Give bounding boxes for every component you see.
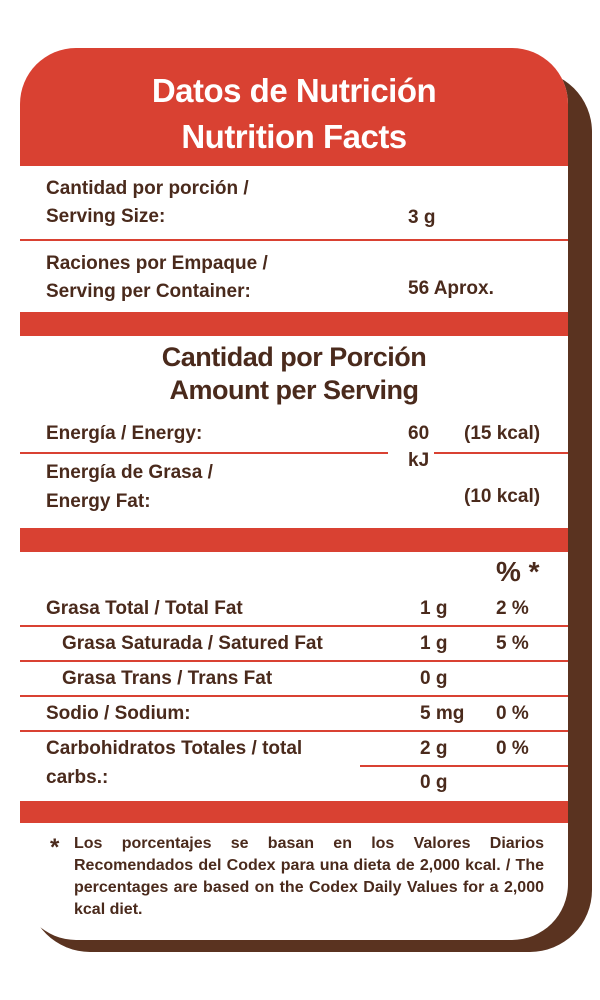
- divider-rule: [434, 452, 568, 454]
- trans-fat-amount: 0 g: [420, 668, 448, 689]
- divider-rule: [20, 452, 388, 454]
- sugars-amount: 0 g: [420, 772, 448, 793]
- total-fat-amount: 1 g: [420, 598, 448, 619]
- carbs-label-line1: Carbohidratos Totales / total: [46, 738, 303, 759]
- serving-size-label-en: Serving Size:: [46, 206, 166, 227]
- footnote-asterisk: *: [50, 834, 60, 861]
- servings-container-label-es: Raciones por Empaque /: [46, 253, 268, 274]
- divider-rule: [20, 239, 568, 241]
- total-fat-label: Grasa Total / Total Fat: [46, 598, 243, 619]
- percent-daily-value-header: % *: [496, 556, 540, 587]
- label-header: [20, 48, 568, 166]
- servings-container-label-en: Serving per Container:: [46, 281, 251, 302]
- carbs-amount: 2 g: [420, 738, 448, 759]
- footnote-text: Los porcentajes se basan en los Valores Diarios Recomendados del Codex para una dieta de 2,000 kcal. / The percentages are based on the Codex Daily Values for a 2,000 kcal diet.: [74, 835, 544, 918]
- divider-rule: [360, 765, 568, 767]
- saturated-fat-label: Grasa Saturada / Satured Fat: [62, 633, 323, 654]
- title-spanish: Datos de Nutrición: [151, 72, 437, 109]
- saturated-fat-amount: 1 g: [420, 633, 448, 654]
- serving-size-value: 3 g: [408, 207, 436, 228]
- energy-value: 60: [408, 423, 430, 444]
- divider-rule: [20, 730, 568, 732]
- title-english: Nutrition Facts: [181, 118, 407, 155]
- energy-fat-kcal: (10 kcal): [464, 486, 541, 507]
- servings-container-value: 56 Aprox.: [408, 278, 494, 299]
- saturated-fat-percent: 5 %: [496, 633, 529, 654]
- energy-label: Energía / Energy:: [46, 423, 203, 444]
- nutrition-label: [20, 48, 568, 940]
- carbs-label-line2: carbs.:: [46, 767, 109, 788]
- divider-bar: [20, 312, 568, 336]
- total-fat-percent: 2 %: [496, 598, 529, 619]
- sodium-label: Sodio / Sodium:: [46, 703, 191, 724]
- energy-fat-label-en: Energy Fat:: [46, 491, 151, 512]
- energy-fat-label-es: Energía de Grasa /: [46, 462, 213, 483]
- divider-rule: [20, 660, 568, 662]
- divider-rule: [20, 695, 568, 697]
- serving-size-label-es: Cantidad por porción /: [46, 178, 249, 199]
- divider-rule: [20, 625, 568, 627]
- amount-heading-es: Cantidad por Porción: [161, 342, 427, 372]
- energy-unit: kJ: [408, 450, 430, 471]
- divider-bar: [20, 528, 568, 552]
- carbs-percent: 0 %: [496, 738, 529, 759]
- sodium-amount: 5 mg: [420, 703, 465, 724]
- energy-kcal: (15 kcal): [464, 423, 541, 444]
- sodium-percent: 0 %: [496, 703, 529, 724]
- divider-bar: [20, 801, 568, 823]
- amount-heading-en: Amount per Serving: [169, 375, 419, 405]
- trans-fat-label: Grasa Trans / Trans Fat: [62, 668, 273, 689]
